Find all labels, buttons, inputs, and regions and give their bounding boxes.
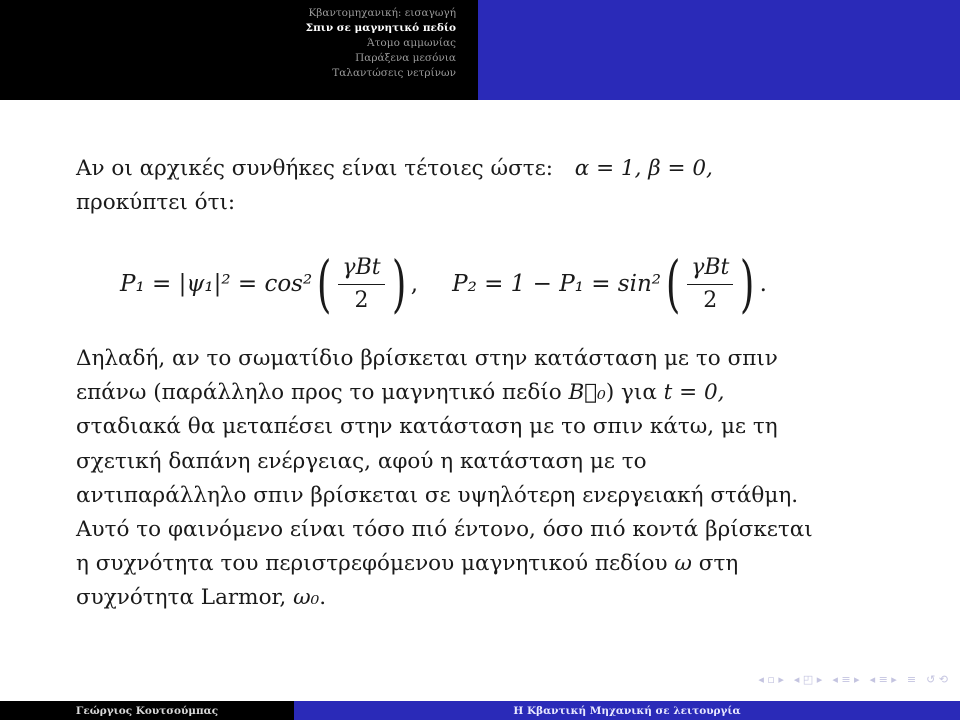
omega0-symbol: ω₀ [293,585,320,611]
nav-toc-icon[interactable]: ≡ [906,672,917,686]
nav-section-icon[interactable]: ◂ ≡ ▸ [832,672,860,686]
beamer-nav-symbols [758,670,948,688]
nav-section-intro[interactable]: Κβαντομηχανική: εισαγωγή [308,7,456,19]
fraction-numerator-2: γBt [687,254,733,285]
equation-separator: , [410,271,419,297]
nav-section-spin[interactable]: Σπιν σε μαγνητικό πεδίο [305,22,456,34]
body-line-1: Δηλαδή, αν το σωματίδιο βρίσκεται στην κατάσταση με το σπιν [76,346,778,371]
p2-lhs: P₂ = 1 − P₁ = sin² [452,271,661,297]
body-line-2b: ) για [605,380,664,406]
nav-search-icon[interactable]: ↺ ⟲ [926,672,948,686]
body-line-5: αντιπαράλληλο σπιν βρίσκεται σε υψηλότερη ενεργειακή στάθμη. [76,482,799,508]
slide-header [0,0,960,100]
right-paren: ) [391,247,406,320]
fraction-p2 [687,254,733,315]
intro-paragraph [76,152,896,220]
footer-author: Γεώργιος Κουτσούμπας [0,701,294,720]
nav-section-ammonia[interactable]: Άτομο αμμωνίας [367,37,456,49]
body-line-8 [76,581,906,615]
left-paren-2: ( [665,247,681,320]
body-line-7b: στη [691,551,739,577]
nav-document-icon[interactable]: ◂ ≡ ▸ [869,672,897,686]
body-line-6: Αυτό το φαινόμενο είναι τόσο πιό έντονο, όσο πιό κοντά βρίσκεται [76,517,813,543]
body-line-2 [76,376,906,410]
body-line-8b: . [319,585,327,611]
b0-symbol: B⃗₀ [568,380,606,406]
body-line-2a: επάνω (παράλληλο προς το μαγνητικό πεδίο [76,380,569,406]
body-line-4: σχετική δαπάνη ενέργειας, αφού η κατάσταση με το [76,448,647,474]
footer-title: Η Κβαντική Μηχανική σε λειτουργία [294,701,960,720]
equation-end: . [759,271,767,297]
body-line-3: σταδιακά θα μεταπέσει στην κατάσταση με το σπιν κάτω, με τη [76,414,778,440]
p1-lhs: P₁ = |ψ₁|² = cos² [120,271,313,297]
fraction-denominator: 2 [354,287,369,313]
intro-line2: προκύπτει ότι: [76,190,236,215]
fraction-numerator: γBt [338,254,384,285]
fraction-p1 [338,254,384,315]
nav-subsection-icon[interactable]: ◂ ◰ ▸ [793,672,823,686]
probability-equation [120,244,767,324]
intro-text: Αν οι αρχικές συνθήκες είναι τέτοιες ώστε: [76,156,554,181]
body-line-7 [76,547,906,581]
initial-conditions-math: α = 1, β = 0, [574,156,713,181]
body-line-7a: η συχνότητα του περιστρεφόμενου μαγνητικού πεδίου [76,551,675,577]
slide-footer [0,701,960,720]
fraction-denominator-2: 2 [703,287,718,313]
t-equals-zero: t = 0, [663,380,725,406]
nav-section-neutrino[interactable]: Ταλαντώσεις νετρίνων [332,67,456,79]
explanation-paragraph [76,342,906,616]
section-navigation [0,0,478,100]
omega-symbol: ω [674,551,692,577]
nav-frame-icon[interactable]: ◂ ▫ ▸ [758,672,784,686]
left-paren: ( [317,247,332,320]
body-line-8a: συχνότητα Larmor, [76,585,294,611]
header-accent-bar [478,0,960,100]
right-paren-2: ) [740,247,755,320]
nav-section-strange-mesons[interactable]: Παράξενα μεσόνια [355,52,456,64]
